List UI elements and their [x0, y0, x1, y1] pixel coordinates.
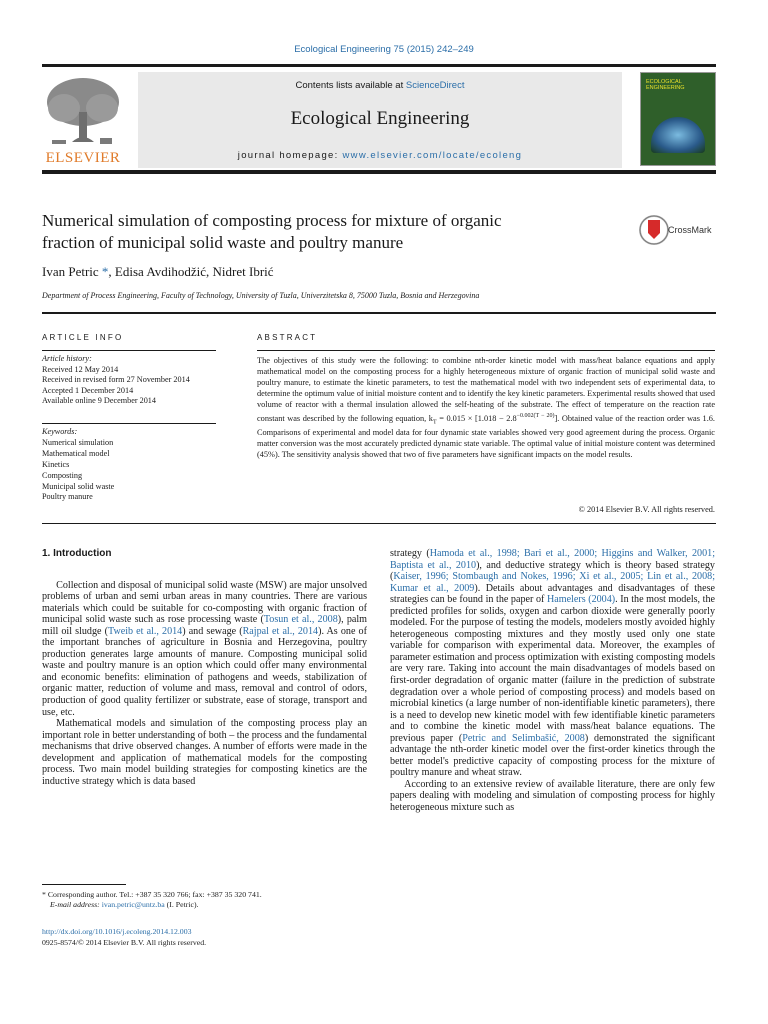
abstract-copyright: © 2014 Elsevier B.V. All rights reserved.: [578, 505, 715, 514]
keyword-item: Composting: [42, 470, 83, 480]
ref-link[interactable]: Kaiser, 1996; Stombaugh and Nokes, 1996; Xi et al., 2005; Lin et al., 2008; Kumar et al., 2009: [390, 571, 715, 594]
homepage-link[interactable]: www.elsevier.com/locate/ecoleng: [342, 150, 523, 161]
k-subscript: T: [432, 418, 437, 425]
abstract-part-b: = 0.015 × [1.018 − 2.8: [436, 413, 517, 423]
ref-link[interactable]: Rajpal et al., 2014: [242, 625, 319, 637]
contents-line: [138, 80, 622, 91]
journal-reference[interactable]: Ecological Engineering 75 (2015) 242–249: [294, 44, 474, 55]
abstract-heading: ABSTRACT: [257, 333, 318, 342]
intro-paragraph-1: Collection and disposal of municipal solid waste (MSW) are major unsolved problems of urban and semi urban areas in many countries. There are various materials which could be suitable for co-composting with organic fraction of municipal solid waste such as rose processing waste (Tosun et al., 2008), palm mill oil sludge (Tweib et al., 2014) and sewage (Rajpal et al., 2014). As one of the important branches of agriculture in Bosnia and Herzegovina, poultry production generates large amounts of manure. Composting municipal solid waste and poultry manure is an option which could offer many environmental and economic benefits: elimination of pathogens and weeds, stabilization of organic matter, reduction of volume and mass, removal and control of odors, production of good quality fertilizer or substrate, ease of storage, transport and use, etc.: [42, 579, 368, 718]
article-history: [42, 354, 216, 407]
crossmark-label[interactable]: CrossMark: [668, 225, 712, 235]
ref-link[interactable]: Tosun et al., 2008: [263, 614, 338, 626]
article-info-heading: ARTICLE INFO: [42, 333, 124, 342]
keyword-item: Kinetics: [42, 459, 70, 469]
header-rule: [42, 312, 716, 314]
section-heading-introduction: 1. Introduction: [42, 548, 112, 559]
abstract-part-a: The objectives of this study were the following: to combine nth-order kinetic model with mass/heat balance equations and apply mathematical model on the composting process for a highly heterogeneous mixture of organic fraction of municipal solid waste and poultry manure, to estimate the kinetic parameters, to test the mathematical model with two independent sets of experimental data, to determine the optimum value of initial moisture content and to identify the key kinetic parameters. Experimental results showed that used volume of reactor with a thermal insulation allowed the self-heating of the substrate. The effect of temperature on the reaction rate constant was described by the following equation, k: [257, 356, 715, 423]
ref-link[interactable]: Hamelers (2004): [546, 594, 616, 606]
history-item: Received in revised form 27 November 2014: [42, 375, 190, 384]
ref-link[interactable]: Petric and Selimbašić, 2008: [462, 732, 585, 744]
cover-image: [651, 117, 705, 153]
email-label: E-mail address:: [50, 900, 102, 909]
ref-link[interactable]: Tweib et al., 2014: [107, 625, 183, 637]
paper-title: [42, 210, 632, 254]
title-line-2: fraction of municipal solid waste and poultry manure: [42, 233, 404, 252]
footnote: [42, 890, 372, 910]
intro-paragraph-4: According to an extensive review of available literature, there are only few papers dealing with modeling and simulation of composting process for highly heterogeneous mixture such as: [390, 778, 715, 814]
corresponding-author-mark[interactable]: *: [98, 264, 109, 279]
abstract-text: [257, 356, 715, 461]
body-column-right: [390, 548, 715, 814]
publisher-wordmark: ELSEVIER: [45, 150, 121, 166]
keyword-item: Municipal solid waste: [42, 481, 115, 491]
keywords-rule: [42, 423, 216, 424]
article-info-rule: [42, 350, 216, 351]
contents-prefix: Contents lists available at: [295, 80, 406, 91]
title-line-1: Numerical simulation of composting process for mixture of organic: [42, 211, 502, 230]
body-column-left: [42, 548, 367, 787]
doi-block: [42, 926, 372, 948]
footnote-rule: [42, 884, 126, 885]
affiliation: Department of Process Engineering, Faculty of Technology, University of Tuzla, Univerzitetska 8, 75000 Tuzla, Bosnia and Herzegovina: [42, 291, 480, 300]
abstract-rule: [257, 350, 715, 351]
intro-paragraph-2: Mathematical models and simulation of the composting process play an important role in better understanding of both – the process and the fundamental mechanisms that drive observed changes. A number of efforts were made in the development and application of mathematical models for the composting process. Two main model building strategies for composting kinetics are the inductive strategy which is data based: [42, 718, 367, 787]
keyword-item: Mathematical model: [42, 448, 110, 458]
author-1: Ivan Petric: [42, 264, 99, 279]
email-link[interactable]: ivan.petric@untz.ba: [101, 900, 165, 909]
abstract-bottom-rule: [42, 523, 716, 524]
ref-link[interactable]: Hamoda et al., 1998; Bari et al., 2000; Higgins and Walker, 2001; Baptista et al., 2010: [390, 548, 716, 571]
issn-line: 0925-8574/© 2014 Elsevier B.V. All rights reserved.: [42, 938, 207, 947]
author-list: [42, 264, 274, 280]
email-suffix: (I. Petric).: [164, 900, 199, 909]
abstract-part-c: ]. Obtained value of the reaction order was 1.6. Comparisons of experimental and model data for four dynamic state variables showed very good agreement during the process. Organic matter conversion was the most accurately predicted dynamic state variable. The optimal value of initial moisture content was determined (45%). The sensitivity analysis showed that two of five parameters have significant impacts on the model results.: [257, 413, 716, 459]
history-label: Article history:: [42, 354, 92, 363]
top-rule: [42, 64, 716, 67]
equation-exponent: −0.002(T − 20): [516, 412, 555, 419]
doi-link[interactable]: http://dx.doi.org/10.1016/j.ecoleng.2014.12.003: [42, 927, 192, 936]
sciencedirect-link[interactable]: ScienceDirect: [405, 80, 465, 91]
keyword-item: Numerical simulation: [42, 437, 114, 447]
homepage-line: [138, 150, 622, 161]
intro-paragraph-3: strategy (Hamoda et al., 1998; Bari et al., 2000; Higgins and Walker, 2001; Baptista et al., 2010), and deductive strategy which is theory based strategy (Kaiser, 1996; Stombaugh and Nokes, 1996; Xi et al., 2005; Lin et al., 2008; Kumar et al., 2009). Details about advantages and disadvantages of these strategies can be found in the paper of Hamelers (2004). In the most models, the predicted profiles for solids, oxygen and carbon dioxide were generally poorly modeled. For the purpose of testing the models, modelers mostly avoided highly heterogeneous composting mixtures and they mostly used only one state variable for comparison with experimental data. Moreover, the examples of parameter estimation and process optimization with existing composting models are very rare. Taking into account the main disadvantages of models based on first-order degradation of organic matter (failure in the prediction of substrate degradation over a whole period of composting process) and models based on microbial kinetics (a large number of non-identifiable kinetic parameters), there is a need to develop new kinetic model with few identifiable kinetic parameters and to combine the kinetic model with mass/heat balance equations. The previous paper (Petric and Selimbašić, 2008) demonstrated the significant advantage the nth-order kinetic model over the first-order kinetics through the better model's predictive capacity of composting process for the mixture of poultry manure and wheat straw.: [390, 548, 716, 779]
keywords: [42, 427, 216, 503]
corresponding-author-note: * Corresponding author. Tel.: +387 35 320 766; fax: +387 35 320 741.: [42, 890, 262, 899]
cover-title: ECOLOGICAL ENGINEERING: [646, 79, 685, 91]
authors-rest: , Edisa Avdihodžić, Nidret Ibrić: [108, 264, 274, 279]
keywords-label: Keywords:: [42, 427, 78, 436]
journal-name: Ecological Engineering: [290, 108, 470, 129]
history-item: Available online 9 December 2014: [42, 396, 156, 405]
masthead-rule: [42, 170, 716, 174]
homepage-prefix: journal homepage:: [237, 150, 343, 161]
history-item: Received 12 May 2014: [42, 364, 119, 374]
journal-cover-thumbnail: [640, 72, 716, 166]
keyword-item: Poultry manure: [42, 492, 93, 502]
history-item: Accepted 1 December 2014: [42, 385, 134, 395]
